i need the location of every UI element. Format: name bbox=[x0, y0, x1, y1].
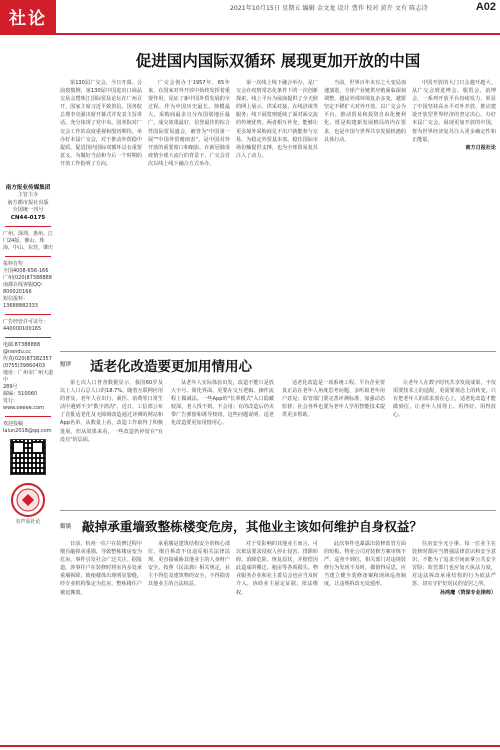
article-column: 住房安全无小事。每一位业主在装修时都应当增强法律意识和安全意识，不能为了追求空间而拿公共安全冒险；监管部门也应加大执法力度，对违法拆改承重结构的行为依法严惩，切实守护好居民的安居之所。 孙鸿鹰（资深专业律师） bbox=[412, 541, 496, 596]
ad-license-number: 440000100165 bbox=[3, 326, 42, 333]
street-talk-headline: 敲掉承重墙致整栋楼变危房，其他业主该如何维护自身权益？ bbox=[82, 519, 423, 534]
street-talk-kicker: 街谈 bbox=[60, 524, 72, 530]
article-column: 当前，世界百年未有之大变局加速演进，全球产业链供应链面临深刻调整。越是外部环境复杂多变，越要坚定不移扩大对外开放。以广交会为平台，推动贸易和投资自由化便利化，既是构建新发展格局的内在要求，也是中国与世界共享发展机遇的具体行动。 bbox=[324, 80, 406, 143]
sidebar-divider bbox=[5, 314, 51, 315]
contact-line: 传真(020)87382357 bbox=[3, 356, 52, 363]
masthead-info bbox=[3, 185, 53, 526]
sidebar-divider bbox=[5, 416, 51, 417]
article-column: 对于受影响的其他业主而言，可以依法要求侵权人停止侵害、排除妨碍、消除危险、恢复原状，并赔偿因此造成的搬迁、租房等各项损失。物业服务企业和业主委员会也应当及时介入，协助业主固定证据、依法维权。 bbox=[236, 541, 318, 596]
report-line: 800020166 bbox=[3, 289, 32, 296]
page-header bbox=[0, 0, 500, 33]
article-column: 从老年人实际体验出发，改造不能只是放大字号、简化界面，更要在交互逻辑、操作流程上做减法。一些App的"长辈模式"入口隐藏较深，老人找不到、不会用；有的改造后仍夹带广告弹窗和诱导按钮。这些问题说明，适老化改造要更加用情用心。 bbox=[171, 380, 274, 427]
article-column: 中国开放的大门只会越开越大。从广交会到进博会、服贸会、消博会，一系列开放平台持续发力，彰显了中国坚持高水平对外开放、推动建设开放型世界经济的坚定决心。办好本届广交会，展现更加开放的中国，将为世界经济复苏注入更多确定性和正能量。 南方日报社论 bbox=[412, 80, 496, 151]
publisher-line: 南方都市报社出版 bbox=[7, 199, 49, 206]
report-title: 报料有奖 bbox=[3, 261, 24, 268]
publisher-line: 全国统一刊号 bbox=[12, 207, 44, 214]
article-column: 第130届广交会，今日开幕。会前按惯例，第130届中国进出口商品交易会暨珠江国际贸易论坛在广州召开，国家主席习近平致贺信。国务院总理李克强出席开幕式并发表主旨讲话。充分体现了党中央、国务院对广交会工作的高度重视和殷切期待。举办好本届广交会，对于推动外贸稳中提质、促进国内国际双循环具有重要意义，为做好当前和今后一个时期的开放工作指明了方向。 bbox=[60, 80, 142, 167]
contact-line: 发行： bbox=[3, 398, 19, 405]
article-column: 适老化改造是一项系统工程。平台企业要真正站在老年人角度思考问题，多听取老年用户意见；监管部门要完善评测标准，加强动态监督；社会各界也要为老年人学用智能技术提供更多帮助。 bbox=[282, 380, 385, 419]
contact-line: 289号 bbox=[3, 384, 18, 391]
stamp-caption: 有声原社论 bbox=[15, 519, 41, 526]
qr-code-icon bbox=[10, 439, 46, 475]
contact-line: www.oeeee.com bbox=[3, 405, 45, 412]
commentary-body bbox=[60, 379, 496, 507]
contact-line: 邮编：510060 bbox=[3, 391, 38, 398]
page-number: A02 bbox=[475, 1, 496, 13]
section-divider bbox=[60, 351, 496, 352]
report-line: 全国4008-656-166 bbox=[3, 268, 49, 275]
editorial-headline: 促进国内国际双循环 展现更加开放的中国 bbox=[135, 51, 421, 70]
report-line: 13688882333 bbox=[3, 303, 38, 310]
publisher-line: CN44-0175 bbox=[10, 214, 46, 221]
main-content bbox=[60, 35, 496, 750]
street-talk-body bbox=[60, 540, 496, 745]
report-line: 短信报料： bbox=[3, 296, 29, 303]
publisher-line: 南方报业传媒集团 bbox=[5, 185, 51, 191]
seal-icon bbox=[9, 481, 47, 519]
contact-line: 电邮:87388888 bbox=[3, 342, 41, 349]
sidebar-divider bbox=[5, 226, 51, 227]
ad-license-title: 广告经营许可证号： bbox=[3, 319, 49, 326]
article-column: 承重墙是建筑结构安全的核心部位，擅自拆改不仅违反相关法律法规，更直接威胁其他业主的人身财产安全。按照《民法典》相关规定，业主不得危及建筑物的安全，不得损害其他业主的合法权益。 bbox=[148, 541, 230, 588]
article-column: 日前，杭州一住户在装修过程中擅自敲掉承重墙，导致整栋楼房变为危房，事件引发社会广泛关注。据报道，涉事住户在装修时将室内多处承重墙拆除，致使楼体出现明显裂缝，经专业机构鉴定为危房，整栋楼住户被迫搬离。 bbox=[60, 541, 142, 596]
submission-email: laiun2018@qq.com bbox=[3, 428, 52, 435]
commentary-headline: 适老化改造要更加用情用心 bbox=[90, 359, 252, 375]
article-column: 第一次线上线下融合举办，是广交会在疫情常态化条件下的一次创新探索。线上平台为展商提供了全天候的网上展示、供采对接、在线洽谈等服务；线下展览则延续了面对面交流的传统优势。两者相互补充，能够让更多境外采购商足不出户就能参与交易，为稳定外贸基本盘、稳住国际市场份额提供支撑，也为全球贸易复苏注入了动力。 bbox=[236, 80, 318, 159]
dateline: 2021年10月15日 星期五 编辑 金文龙 设计 曹作 校对 黄卉 文有 陈志诗 bbox=[230, 5, 428, 12]
footer-rule bbox=[0, 745, 500, 747]
street-talk-signature: 孙鸿鹰（资深专业律师） bbox=[439, 589, 496, 596]
report-line: 广州(020)87388888 bbox=[3, 275, 52, 282]
editions-text: 广州、深圳、惠州、江门24版，佛山、珠海、中山、东莞、肇庆 bbox=[3, 231, 54, 252]
article-column: 广交会创办于1957年，65年来，在国家对外开放中始终发挥着重要作用，见证了新中国外贸发展的全过程。作为中国历史最长、规模最大、采购商最多且分布国别地区最广、成交效果最好、信誉最佳的综合性国际贸易盛会，被誉为"中国第一展""中国外贸晴雨表"，是中国对外开放的重要窗口和缩影。在新冠肺炎疫情全球大流行的背景下，广交会首次以线上线下融合方式举办。 bbox=[148, 80, 230, 167]
editorial-signature: 南方日报社论 bbox=[465, 144, 496, 151]
section-label: 社论 bbox=[0, 0, 56, 33]
sidebar-divider bbox=[5, 256, 51, 257]
report-line: 南都在线客服QQ： bbox=[3, 282, 46, 289]
submission-title: 欢迎投稿 bbox=[3, 421, 24, 428]
contact-line: (0755)39860403 bbox=[3, 363, 46, 370]
editorial-body bbox=[60, 79, 496, 347]
sidebar-divider bbox=[5, 337, 51, 338]
contact-line: 地址：广州市广州大道中 bbox=[3, 370, 54, 384]
article-column: 此次事件也暴露出装修监管方面的短板。物业公司对装修方案审核不严、巡查不到位，相关部门对违规装修行为发现不及时，都值得反思。应当建立健全装修备案和现场巡查制度，让违规拆改无处遁形。 bbox=[324, 541, 406, 588]
contact-line: @nandu.cc bbox=[3, 349, 31, 356]
section-divider bbox=[60, 510, 496, 511]
article-column: 第七次人口普查数据显示，我国60岁及以上人口占总人口的18.7%。随着互联网应用的普及，老年人在出行、就医、消费等日常生活中遇到不少"数字鸿沟"。近日，工信部公布了首批适老化及无障碍改造通过评测的网站和App名单，从数量上看，改造工作取得了积极进展，但从效果来看，一些改造仍停留在"有没有"的层面。 bbox=[60, 380, 163, 443]
publisher-line: 主管主办 bbox=[17, 192, 39, 199]
article-column: 让老年人在数字时代共享发展成果，不仅需要技术上的适配，更需要观念上的转变。只有把老年人的需求放在心上，适老化改造才能做到位，让老年人用得上、用得好、用得放心。 bbox=[393, 380, 496, 419]
left-sidebar bbox=[0, 35, 56, 750]
commentary-kicker: 短评 bbox=[60, 362, 72, 368]
